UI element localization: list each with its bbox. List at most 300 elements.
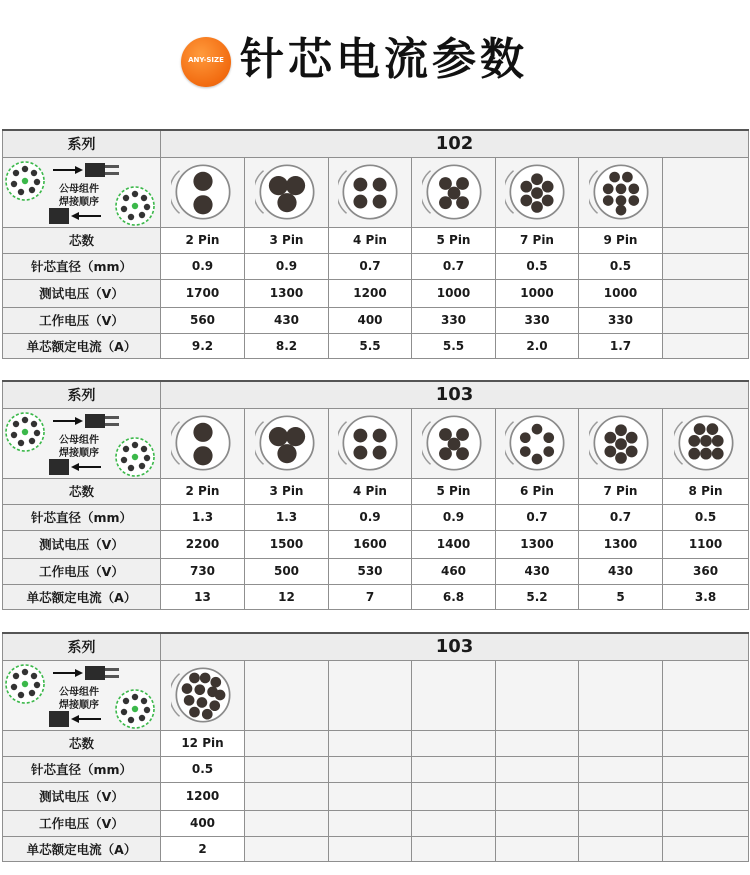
connector-9-pin-icon: [589, 160, 653, 224]
table-row: [3, 504, 749, 530]
pin-hole: [615, 438, 627, 450]
right-pin: [141, 446, 147, 452]
cell-work-voltage: 330: [579, 307, 663, 333]
left-pin: [22, 178, 28, 184]
cell-pins: 3 Pin: [245, 227, 329, 253]
plug-pin: [105, 416, 119, 419]
empty-cell: [245, 730, 329, 756]
cell-diameter: 1.3: [245, 504, 329, 530]
cell-current: 13: [161, 584, 245, 609]
cell-diameter: 0.7: [412, 253, 496, 279]
pin-hole: [353, 195, 367, 209]
cell-current: 5.5: [412, 333, 496, 358]
pin-hole: [277, 193, 296, 212]
spec-table-3: [2, 632, 748, 862]
cell-pins: 7 Pin: [579, 478, 663, 504]
pin-hole: [542, 181, 554, 193]
left-pin: [13, 673, 19, 679]
pin-hole: [693, 423, 705, 435]
cell-work-voltage: 400: [161, 810, 245, 836]
diagram-label-line2: 焊接顺序: [59, 448, 99, 459]
empty-cell: [663, 730, 749, 756]
row-label-diameter: 针芯直径（mm）: [3, 504, 161, 530]
table-row: [3, 333, 749, 358]
pin-hole: [602, 183, 613, 194]
connector-5-pin-icon: [422, 160, 486, 224]
left-pin: [13, 421, 19, 427]
pin-hole: [625, 446, 637, 458]
cell-diameter: 0.7: [496, 504, 579, 530]
left-pin: [18, 692, 24, 698]
cell-current: 5.5: [329, 333, 412, 358]
page-header: [0, 0, 750, 110]
row-label-test-voltage: 测试电压（V）: [3, 530, 161, 558]
connector-image: [329, 157, 412, 227]
table-row: [3, 810, 749, 836]
pin-hole: [706, 423, 718, 435]
left-pin: [22, 681, 28, 687]
left-pin: [31, 170, 37, 176]
connector-image: [412, 408, 496, 478]
empty-cell: [663, 782, 749, 810]
cell-diameter: 0.7: [329, 253, 412, 279]
solder-order-diagram: [3, 408, 161, 478]
cell-diameter: 0.5: [496, 253, 579, 279]
right-pin: [132, 706, 138, 712]
cell-test-voltage: 1000: [496, 279, 579, 307]
pin-hole: [543, 446, 554, 457]
right-pin: [132, 203, 138, 209]
pin-hole: [532, 454, 543, 465]
empty-cell: [412, 756, 496, 782]
series-number: 103: [161, 633, 749, 660]
cell-diameter: 0.9: [412, 504, 496, 530]
pin-hole: [201, 709, 212, 720]
logo-text: ANY-SIZE: [188, 56, 224, 64]
cell-work-voltage: 400: [329, 307, 412, 333]
cell-test-voltage: 1000: [412, 279, 496, 307]
series-label: 系列: [3, 633, 161, 660]
pin-hole: [532, 424, 543, 435]
pin-hole: [277, 444, 296, 463]
row-label-work-voltage: 工作电压（V）: [3, 558, 161, 584]
pin-hole: [615, 183, 626, 194]
cell-work-voltage: 500: [245, 558, 329, 584]
left-pin: [18, 440, 24, 446]
connector-image: [579, 157, 663, 227]
connector-image: [579, 408, 663, 478]
cell-work-voltage: 330: [412, 307, 496, 333]
pin-hole: [447, 187, 460, 200]
cell-current: 2.0: [496, 333, 579, 358]
pin-hole: [439, 428, 452, 441]
left-pin: [29, 187, 35, 193]
empty-cell: [663, 756, 749, 782]
empty-cell: [579, 660, 663, 730]
pin-hole: [193, 423, 212, 442]
pin-hole: [615, 195, 626, 206]
diagram-label-line2: 焊接顺序: [59, 197, 99, 208]
series-label: 系列: [3, 381, 161, 408]
pin-hole: [615, 424, 627, 436]
pin-hole: [628, 195, 639, 206]
arrowhead: [71, 715, 79, 723]
empty-cell: [579, 756, 663, 782]
pin-hole: [711, 435, 723, 447]
connector-face: [343, 416, 396, 469]
pin-hole: [700, 448, 712, 460]
row-label-pins: 芯数: [3, 227, 161, 253]
left-pin: [13, 170, 19, 176]
plug-body: [85, 666, 105, 680]
right-pin: [123, 195, 129, 201]
pin-hole: [520, 432, 531, 443]
diagram-label-line1: 公母组件: [59, 435, 99, 446]
plug-pin: [105, 172, 119, 175]
table-row: [3, 756, 749, 782]
solder-order-diagram: [3, 157, 161, 227]
right-pin: [132, 454, 138, 460]
socket-body: [49, 711, 69, 727]
connector-2-pin-icon: [171, 411, 235, 475]
pin-hole: [609, 172, 620, 183]
empty-cell: [245, 756, 329, 782]
pin-hole: [520, 446, 531, 457]
table-row: [3, 279, 749, 307]
empty-cell: [329, 782, 412, 810]
left-pin: [22, 166, 28, 172]
table-row: [3, 478, 749, 504]
cell-test-voltage: 1300: [245, 279, 329, 307]
cell-pins: 9 Pin: [579, 227, 663, 253]
series-number: 103: [161, 381, 749, 408]
empty-cell: [245, 660, 329, 730]
empty-cell: [663, 836, 749, 861]
row-label-current: 单芯额定电流（A）: [3, 836, 161, 861]
pin-hole: [373, 178, 387, 192]
right-pin: [128, 214, 134, 220]
left-pin: [22, 429, 28, 435]
cell-current: 3.8: [663, 584, 749, 609]
empty-cell: [412, 660, 496, 730]
pin-hole: [193, 172, 212, 191]
pin-hole: [181, 683, 192, 694]
left-pin: [34, 430, 40, 436]
diagram-label-line1: 公母组件: [59, 184, 99, 195]
cell-work-voltage: 360: [663, 558, 749, 584]
cell-diameter: 0.9: [329, 504, 412, 530]
diagram-label-line1: 公母组件: [59, 687, 99, 698]
cell-pins: 5 Pin: [412, 478, 496, 504]
connector-face: [343, 165, 396, 218]
empty-cell: [245, 810, 329, 836]
right-pin: [144, 204, 150, 210]
connector-image: [412, 157, 496, 227]
table-row: [3, 307, 749, 333]
connector-12-pin-icon: [171, 663, 235, 727]
empty-cell: [663, 157, 749, 227]
cell-current: 7: [329, 584, 412, 609]
empty-cell: [579, 782, 663, 810]
row-label-work-voltage: 工作电压（V）: [3, 810, 161, 836]
row-label-current: 单芯额定电流（A）: [3, 584, 161, 609]
right-pin: [144, 455, 150, 461]
left-pin: [11, 432, 17, 438]
cell-pins: 5 Pin: [412, 227, 496, 253]
empty-cell: [245, 782, 329, 810]
pin-hole: [628, 183, 639, 194]
pin-hole: [268, 176, 287, 195]
spec-table-1: [2, 129, 748, 359]
solder-order-diagram: [3, 660, 161, 730]
cell-work-voltage: 530: [329, 558, 412, 584]
pin-hole: [373, 195, 387, 209]
diagram-label-line2: 焊接顺序: [59, 700, 99, 711]
arrowhead: [75, 417, 83, 425]
empty-cell: [412, 836, 496, 861]
pin-hole: [189, 673, 200, 684]
plug-pin: [105, 668, 119, 671]
pin-hole: [353, 178, 367, 192]
row-label-current: 单芯额定电流（A）: [3, 333, 161, 358]
empty-cell: [329, 756, 412, 782]
cell-work-voltage: 460: [412, 558, 496, 584]
connector-image: [161, 408, 245, 478]
right-pin: [144, 707, 150, 713]
arrowhead: [71, 463, 79, 471]
series-label: 系列: [3, 130, 161, 157]
pin-hole: [214, 690, 225, 701]
empty-cell: [579, 810, 663, 836]
pin-hole: [456, 177, 469, 190]
table-row: [3, 836, 749, 861]
table-row: [3, 530, 749, 558]
cell-current: 1.7: [579, 333, 663, 358]
empty-cell: [329, 836, 412, 861]
socket-body: [49, 459, 69, 475]
connector-5-pin-icon: [422, 411, 486, 475]
cell-test-voltage: 1600: [329, 530, 412, 558]
cell-diameter: 0.5: [663, 504, 749, 530]
pin-hole: [625, 432, 637, 444]
connector-image: [496, 157, 579, 227]
plug-body: [85, 414, 105, 428]
pin-hole: [456, 196, 469, 209]
pin-hole: [189, 707, 200, 718]
cell-test-voltage: 1000: [579, 279, 663, 307]
empty-cell: [412, 730, 496, 756]
connector-8-pin-icon: [674, 411, 738, 475]
connector-image: [245, 408, 329, 478]
page-title: 针芯电流参数: [240, 34, 528, 85]
cell-test-voltage: 1200: [161, 782, 245, 810]
left-pin: [18, 189, 24, 195]
empty-cell: [496, 810, 579, 836]
cell-diameter: 0.7: [579, 504, 663, 530]
pin-hole: [285, 176, 304, 195]
pin-hole: [531, 187, 543, 199]
empty-cell: [663, 810, 749, 836]
table-row: [3, 782, 749, 810]
row-label-work-voltage: 工作电压（V）: [3, 307, 161, 333]
right-pin: [132, 694, 138, 700]
brand-logo: [181, 37, 231, 87]
empty-cell: [663, 660, 749, 730]
cell-work-voltage: 430: [496, 558, 579, 584]
empty-cell: [496, 660, 579, 730]
left-pin: [22, 417, 28, 423]
empty-cell: [412, 782, 496, 810]
cell-test-voltage: 1100: [663, 530, 749, 558]
pin-hole: [373, 446, 387, 460]
table-row: [3, 558, 749, 584]
right-pin: [141, 698, 147, 704]
cell-current: 6.8: [412, 584, 496, 609]
empty-cell: [496, 782, 579, 810]
cell-diameter: 0.5: [579, 253, 663, 279]
connector-7-pin-icon: [505, 160, 569, 224]
pin-hole: [711, 448, 723, 460]
socket-body: [49, 208, 69, 224]
spec-table: [2, 380, 749, 610]
plug-pin: [105, 675, 119, 678]
pin-hole: [688, 448, 700, 460]
empty-cell: [663, 307, 749, 333]
connector-6-pin-icon: [505, 411, 569, 475]
right-pin: [132, 442, 138, 448]
empty-cell: [579, 730, 663, 756]
pin-hole: [447, 438, 460, 451]
pin-hole: [194, 684, 205, 695]
cell-pins: 7 Pin: [496, 227, 579, 253]
left-pin: [22, 669, 28, 675]
pin-hole: [602, 195, 613, 206]
empty-cell: [496, 756, 579, 782]
pin-hole: [622, 172, 633, 183]
right-pin: [121, 457, 127, 463]
pin-hole: [542, 195, 554, 207]
pin-hole: [193, 446, 212, 465]
empty-cell: [412, 810, 496, 836]
pin-hole: [353, 429, 367, 443]
cell-current: 2: [161, 836, 245, 861]
cell-pins: 2 Pin: [161, 227, 245, 253]
cell-current: 9.2: [161, 333, 245, 358]
pin-hole: [520, 195, 532, 207]
right-pin: [121, 206, 127, 212]
spec-table: [2, 129, 749, 359]
cell-pins: 4 Pin: [329, 478, 412, 504]
right-pin: [123, 698, 129, 704]
connector-image: [245, 157, 329, 227]
left-pin: [29, 690, 35, 696]
right-pin: [139, 463, 145, 469]
plug-pin: [105, 165, 119, 168]
right-pin: [132, 191, 138, 197]
cell-current: 5: [579, 584, 663, 609]
cell-work-voltage: 430: [579, 558, 663, 584]
cell-test-voltage: 1500: [245, 530, 329, 558]
pin-hole: [439, 447, 452, 460]
connector-image: [663, 408, 749, 478]
cell-diameter: 0.9: [161, 253, 245, 279]
empty-cell: [245, 836, 329, 861]
cell-work-voltage: 730: [161, 558, 245, 584]
pin-hole: [183, 695, 194, 706]
pin-hole: [604, 446, 616, 458]
left-pin: [11, 684, 17, 690]
pin-hole: [439, 196, 452, 209]
connector-3-pin-icon: [255, 160, 319, 224]
cell-diameter: 0.9: [245, 253, 329, 279]
spec-table: [2, 632, 749, 862]
arrowhead: [75, 166, 83, 174]
pin-hole: [285, 427, 304, 446]
right-pin: [128, 717, 134, 723]
left-pin: [29, 438, 35, 444]
connector-image: [161, 660, 245, 730]
cell-test-voltage: 1400: [412, 530, 496, 558]
row-label-test-voltage: 测试电压（V）: [3, 279, 161, 307]
pin-hole: [268, 427, 287, 446]
left-pin: [11, 181, 17, 187]
empty-cell: [663, 253, 749, 279]
cell-pins: 2 Pin: [161, 478, 245, 504]
arrowhead: [71, 212, 79, 220]
connector-3-pin-icon: [255, 411, 319, 475]
cell-test-voltage: 1300: [496, 530, 579, 558]
plug-pin: [105, 423, 119, 426]
empty-cell: [496, 730, 579, 756]
cell-diameter: 1.3: [161, 504, 245, 530]
pin-hole: [688, 435, 700, 447]
pin-hole: [373, 429, 387, 443]
cell-test-voltage: 1300: [579, 530, 663, 558]
cell-test-voltage: 1200: [329, 279, 412, 307]
pin-hole: [439, 177, 452, 190]
pin-hole: [543, 432, 554, 443]
pin-hole: [604, 432, 616, 444]
right-pin: [121, 709, 127, 715]
empty-cell: [663, 279, 749, 307]
cell-pins: 4 Pin: [329, 227, 412, 253]
pin-hole: [196, 697, 207, 708]
cell-test-voltage: 1700: [161, 279, 245, 307]
cell-work-voltage: 330: [496, 307, 579, 333]
pin-hole: [700, 435, 712, 447]
right-pin: [128, 465, 134, 471]
left-pin: [31, 673, 37, 679]
right-pin: [139, 715, 145, 721]
row-label-diameter: 针芯直径（mm）: [3, 253, 161, 279]
cell-pins: 8 Pin: [663, 478, 749, 504]
pin-hole: [193, 195, 212, 214]
pin-hole: [531, 201, 543, 213]
pin-hole: [615, 452, 627, 464]
cell-work-voltage: 430: [245, 307, 329, 333]
cell-pins: 3 Pin: [245, 478, 329, 504]
table-row: [3, 584, 749, 609]
empty-cell: [329, 810, 412, 836]
empty-cell: [579, 836, 663, 861]
connector-image: [161, 157, 245, 227]
cell-current: 8.2: [245, 333, 329, 358]
connector-2-pin-icon: [171, 160, 235, 224]
right-pin: [123, 446, 129, 452]
row-label-pins: 芯数: [3, 478, 161, 504]
table-row: [3, 253, 749, 279]
pin-hole: [456, 447, 469, 460]
